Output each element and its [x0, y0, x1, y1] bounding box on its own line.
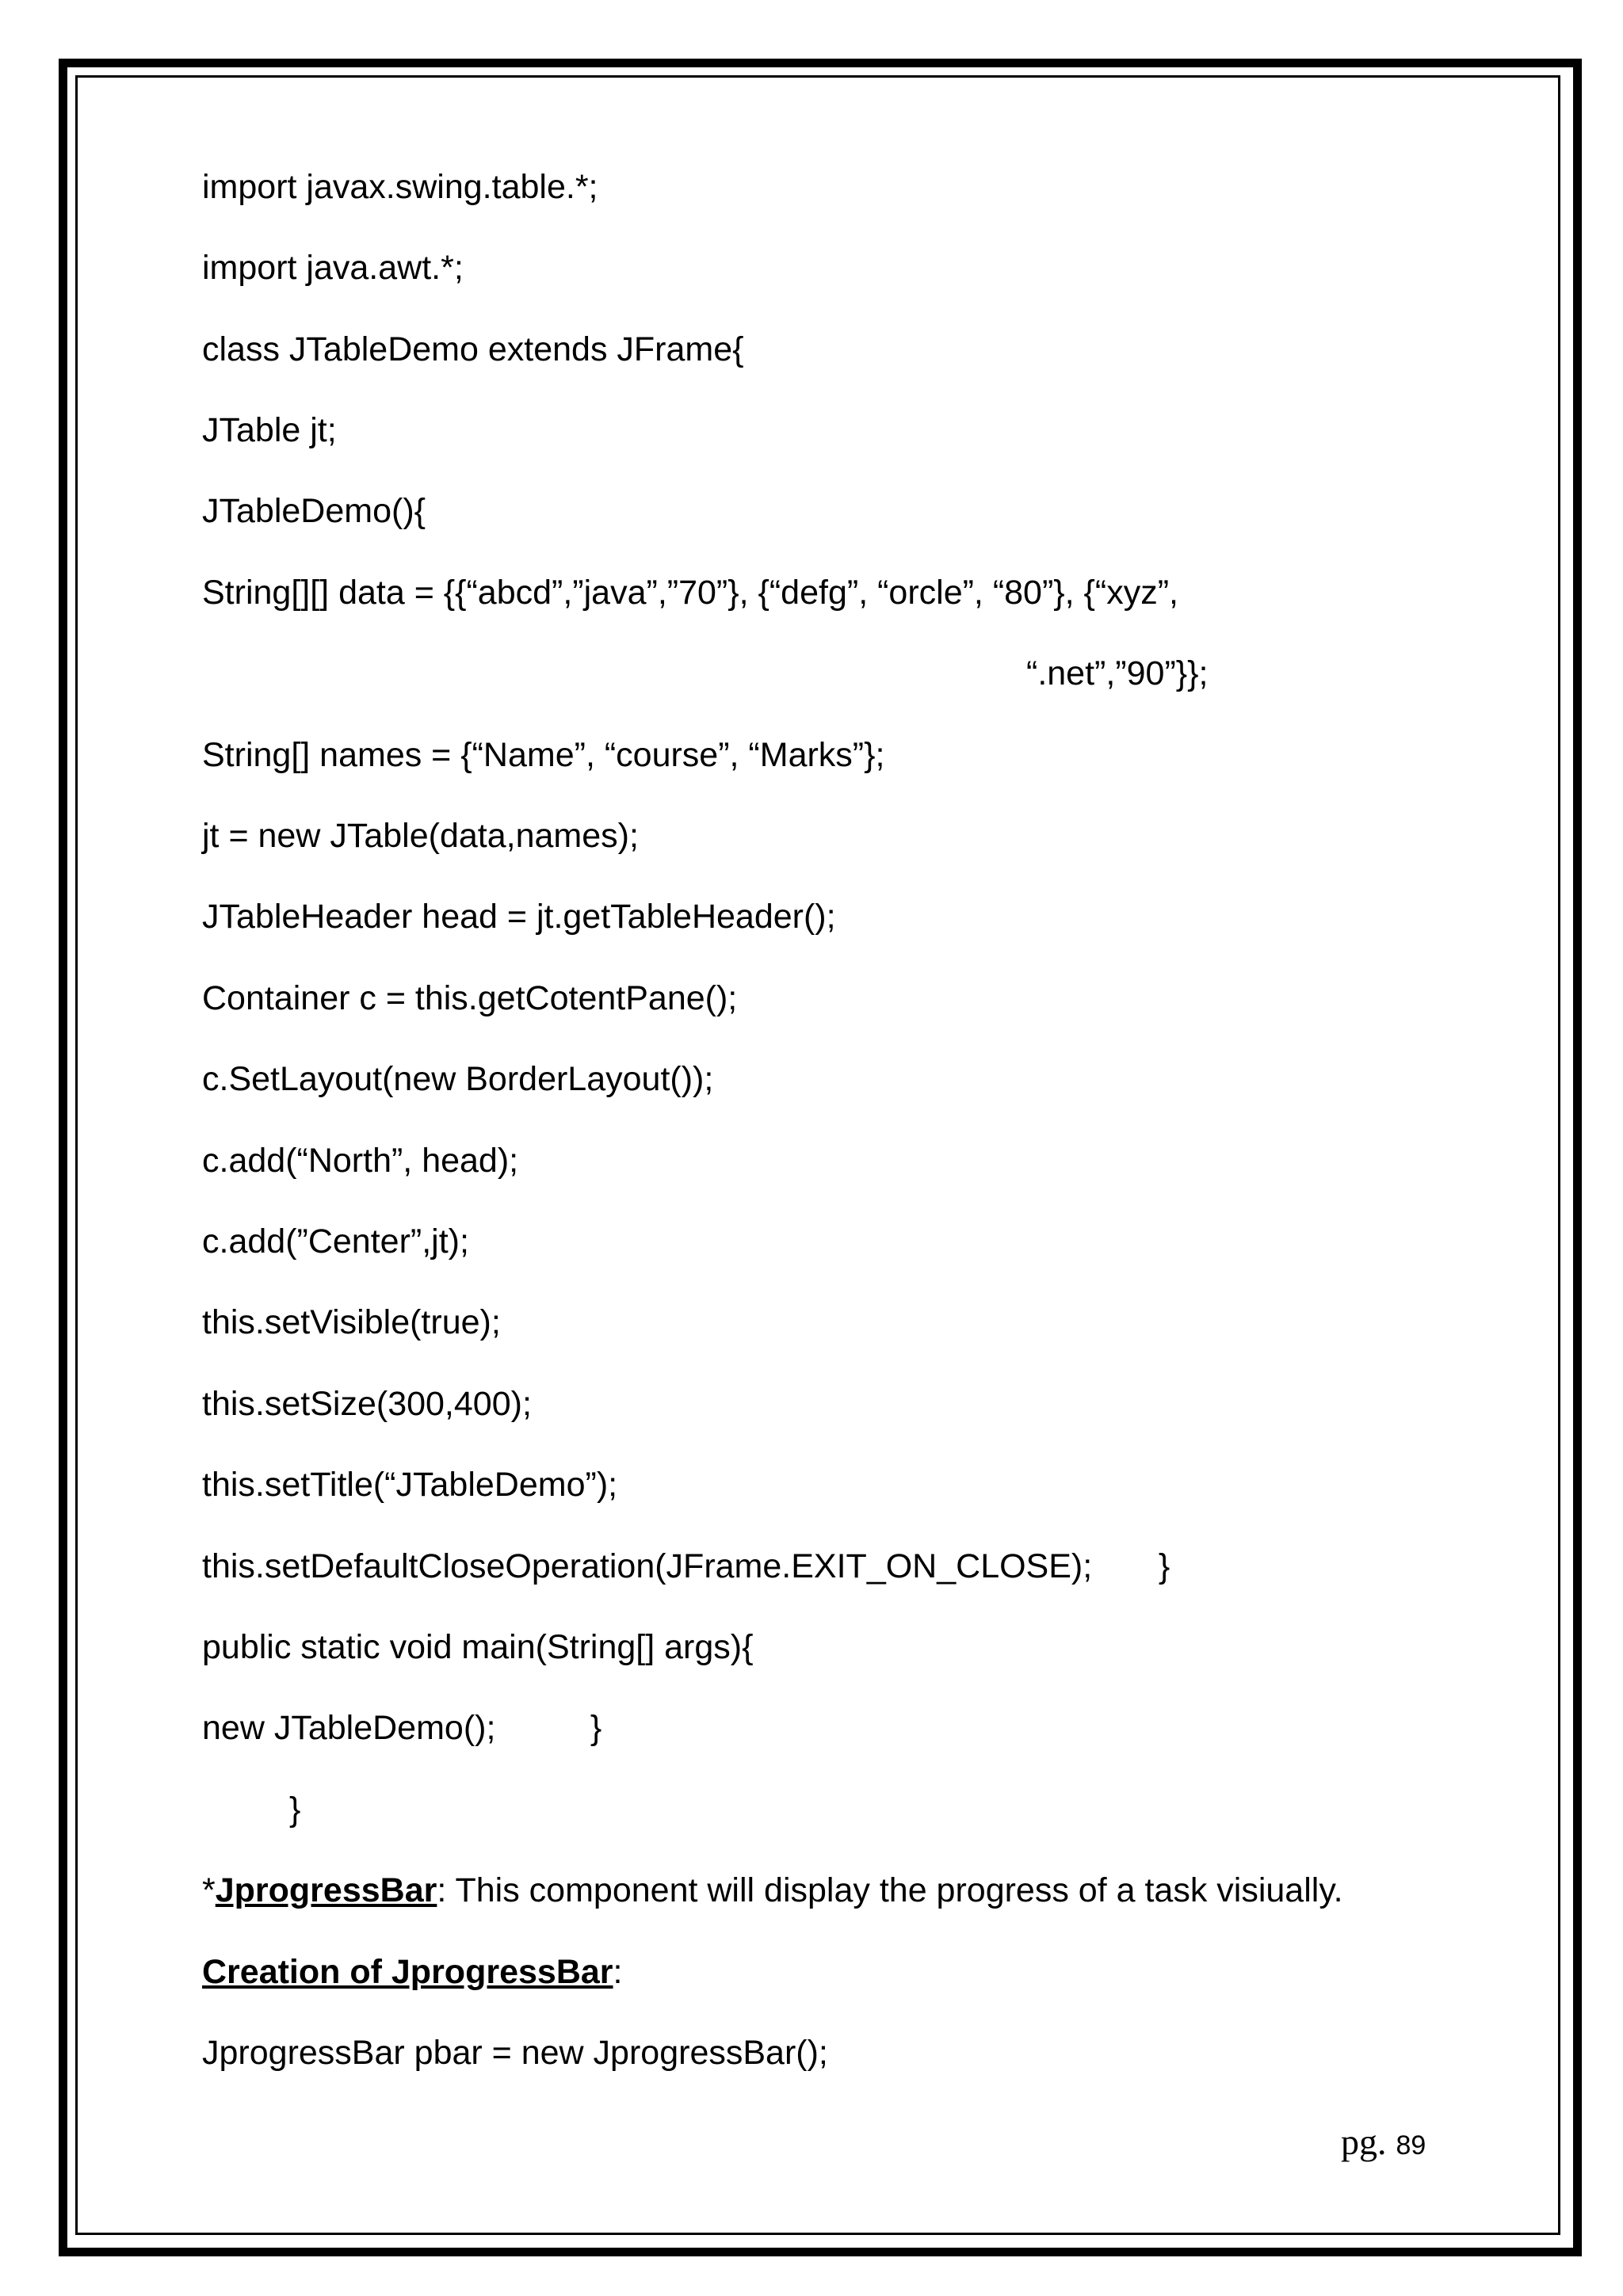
code-line: c.SetLayout(new BorderLayout()); — [202, 1060, 714, 1098]
code-line: JTableDemo(){ — [202, 492, 426, 530]
jprogressbar-definition — [202, 1870, 1343, 1911]
code-line: new JTableDemo(); } — [202, 1709, 602, 1747]
code-line: c.add(“North”, head); — [202, 1142, 519, 1180]
page-number-label: pg. — [1341, 2122, 1387, 2162]
code-line: this.setTitle(“JTableDemo”); — [202, 1466, 618, 1504]
creation-heading-colon: : — [613, 1953, 623, 1991]
code-line: public static void main(String[] args){ — [202, 1628, 754, 1666]
code-line: class JTableDemo extends JFrame{ — [202, 330, 744, 368]
code-line: “.net”,”90”}}; — [1026, 654, 1209, 692]
code-line: String[][] data = {{“abcd”,”java”,”70”}, {“defg”, “orcle”, “80”}, {“xyz”, — [202, 574, 1178, 612]
code-line: this.setSize(300,400); — [202, 1385, 532, 1423]
definition-prefix: * — [202, 1871, 216, 1909]
code-line: this.setVisible(true); — [202, 1303, 501, 1341]
code-line: this.setDefaultCloseOperation(JFrame.EXIT_ON_CLOSE); } — [202, 1547, 1170, 1585]
code-line: c.add(”Center”,jt); — [202, 1222, 469, 1261]
definition-term: JprogressBar — [215, 1871, 437, 1909]
code-line: import java.awt.*; — [202, 249, 464, 287]
code-line: import javax.swing.table.*; — [202, 168, 598, 206]
code-line: JTable jt; — [202, 411, 337, 449]
code-line: Container c = this.getCotentPane(); — [202, 979, 738, 1017]
code-line: jt = new JTable(data,names); — [202, 817, 639, 855]
creation-code-line: JprogressBar pbar = new JprogressBar(); — [202, 2034, 828, 2072]
definition-text: : This component will display the progress of a task visiually. — [437, 1871, 1343, 1909]
creation-heading: Creation of JprogressBar — [202, 1953, 613, 1991]
page-number — [1341, 2122, 1426, 2166]
code-line: JTableHeader head = jt.getTableHeader(); — [202, 898, 836, 936]
code-line: } — [289, 1791, 301, 1829]
creation-heading-line — [202, 1951, 622, 1993]
page-number-value: 89 — [1396, 2130, 1426, 2161]
code-line: String[] names = {“Name”, “course”, “Marks”}; — [202, 736, 885, 774]
